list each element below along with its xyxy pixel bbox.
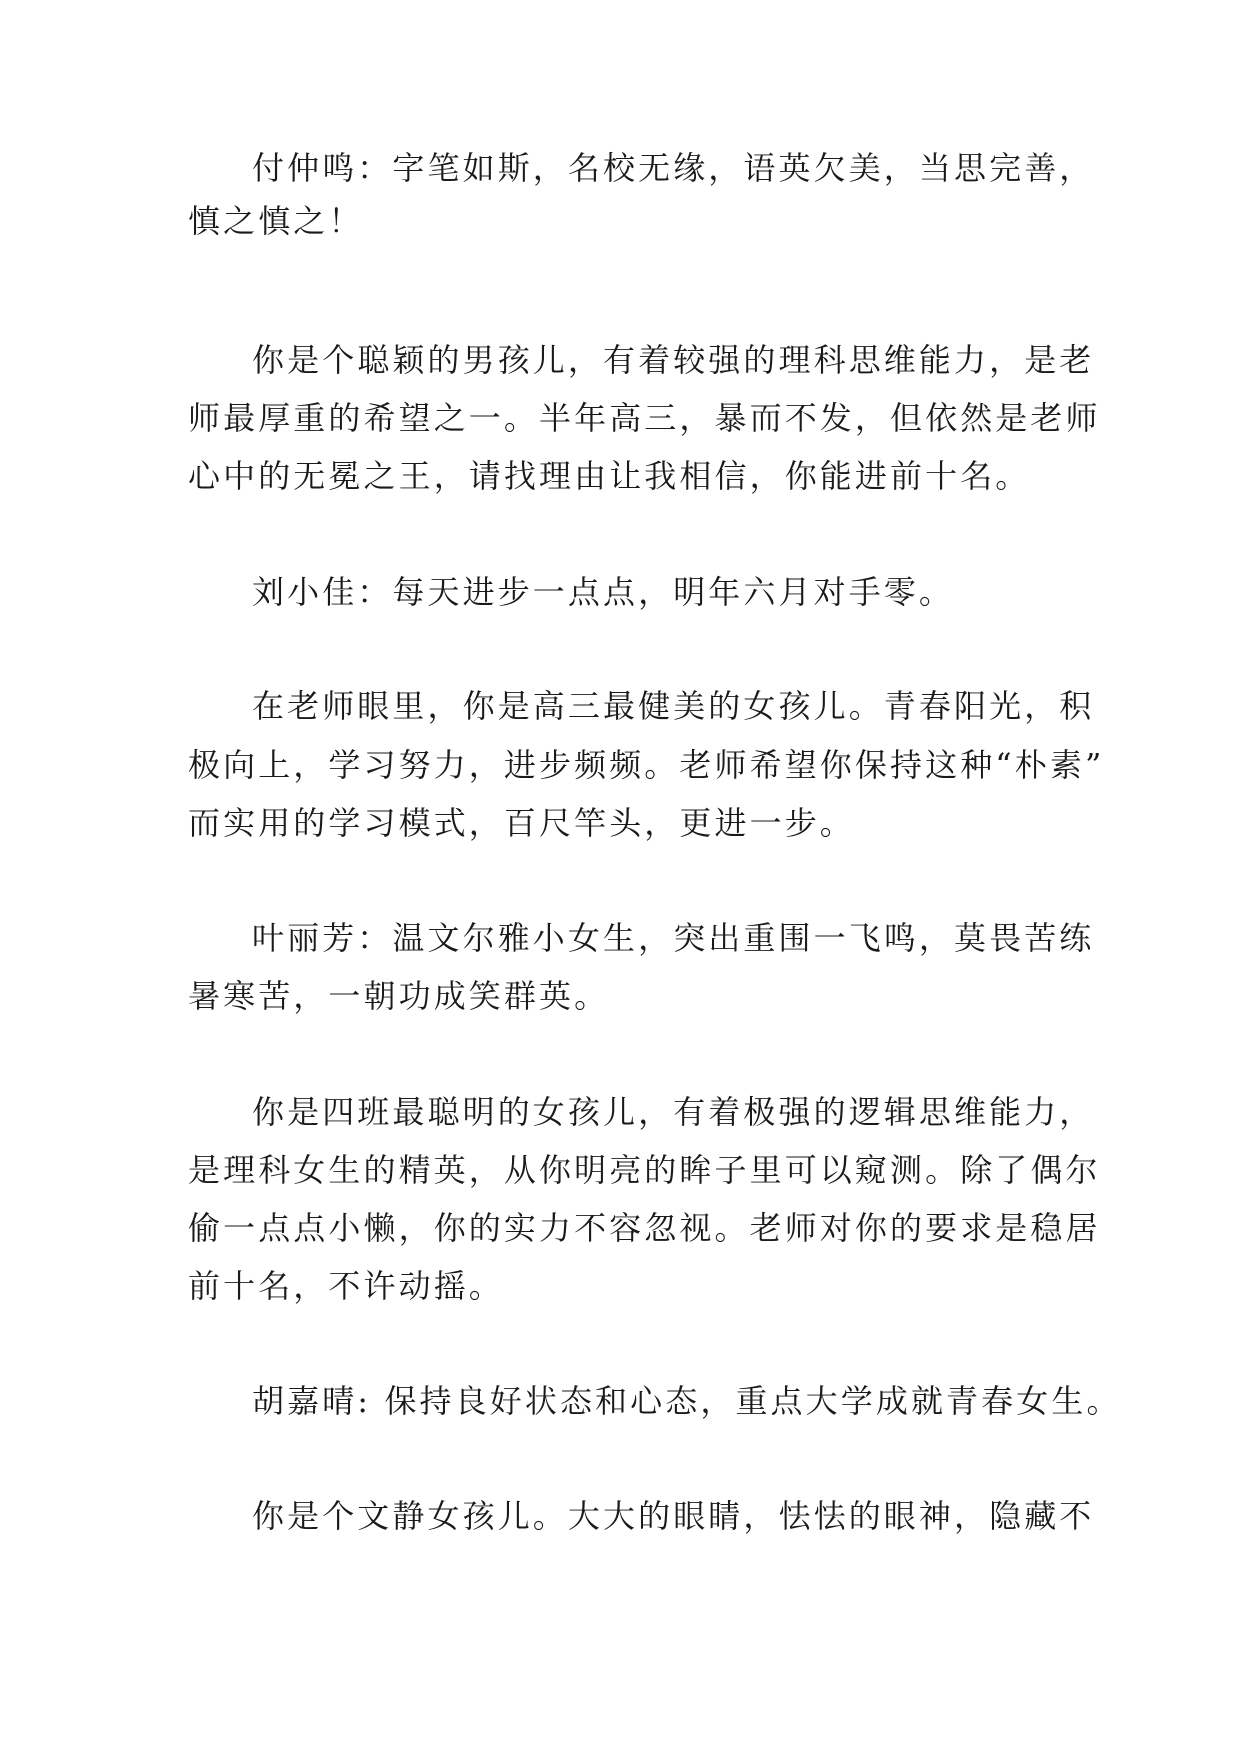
text-line: 胡嘉晴: 保持良好状态和心态，重点大学成就青春女生。 [252,1382,1122,1420]
text-line: 心中的无冕之王，请找理由让我相信，你能进前十名。 [188,457,1031,495]
text-line: 付仲鸣：字笔如斯，名校无缘，语英欠美，当思完善， [252,149,1095,187]
text-line: 是理科女生的精英，从你明亮的眸子里可以窥测。除了偶尔 [188,1151,1101,1189]
text-line: 刘小佳：每天进步一点点，明年六月对手零。 [252,573,955,611]
text-line: 师最厚重的希望之一。半年高三，暴而不发，但依然是老师 [188,399,1101,437]
text-line: 叶丽芳：温文尔雅小女生，突出重围一飞鸣，莫畏苦练 [252,919,1095,957]
text-line: 暑寒苦，一朝功成笑群英。 [188,977,610,1015]
text-line: 你是四班最聪明的女孩儿，有着极强的逻辑思维能力， [252,1093,1095,1131]
text-line: 慎之慎之！ [188,202,364,240]
text-line: 在老师眼里，你是高三最健美的女孩儿。青春阳光，积 [252,687,1095,725]
text-line: 你是个聪颖的男孩儿，有着较强的理科思维能力，是老 [252,341,1095,379]
text-line: 前十名，不许动摇。 [188,1267,504,1305]
text-line: 而实用的学习模式，百尺竿头，更进一步。 [188,804,855,842]
text-line: 极向上，学习努力，进步频频。老师希望你保持这种“朴素” [188,746,1105,784]
text-line: 你是个文静女孩儿。大大的眼睛，怯怯的眼神，隐藏不 [252,1497,1095,1535]
text-line: 偷一点点小懒，你的实力不容忽视。老师对你的要求是稳居 [188,1209,1101,1247]
